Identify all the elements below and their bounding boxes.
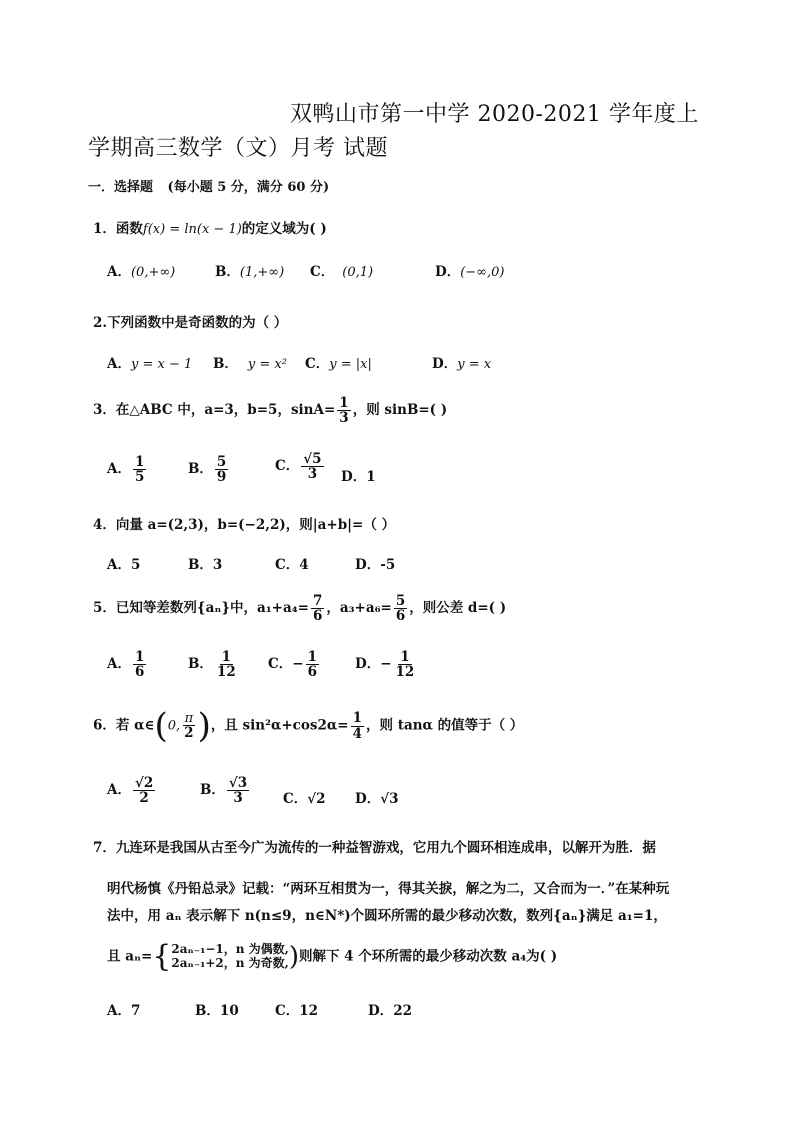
option-value: y = x − 1 <box>130 357 193 372</box>
option-label: A． <box>107 356 131 372</box>
option-label: D． <box>355 791 381 807</box>
question-4: 4．向量 a=(2,3)，b=(−2,2)，则|a+b|=（ ） <box>93 517 396 533</box>
option-label: C． <box>310 264 335 280</box>
option-value: (1,+∞) <box>239 265 285 280</box>
question-text: ，则 tanα 的值等于（ ） <box>366 717 524 734</box>
question-text: 3．在△ABC 中，a=3，b=5，sinA= <box>93 402 336 419</box>
fraction-denominator: 5 <box>134 469 145 486</box>
fraction <box>133 455 146 484</box>
right-paren: ) <box>197 706 211 746</box>
option-d[interactable] <box>341 465 376 485</box>
fraction-numerator: √2 <box>134 775 154 791</box>
option-label: A． <box>107 1003 131 1019</box>
option-label: D． <box>368 1003 394 1019</box>
page-title-line1: 双鸭山市第一中学 2020-2021 学年度上 <box>290 102 699 127</box>
option-c[interactable] <box>275 553 309 573</box>
fraction <box>227 776 249 805</box>
right-paren: ) <box>288 942 299 972</box>
fraction <box>351 711 364 740</box>
piecewise-cases <box>171 943 288 971</box>
left-brace: { <box>152 939 172 974</box>
option-label: C． <box>305 356 330 372</box>
option-value: 5 <box>130 557 141 573</box>
case-even: 2aₙ₋₁−1，n 为偶数, <box>171 942 289 957</box>
fraction-numerator: 5 <box>216 454 227 470</box>
question-7-line2: 明代杨慎《丹铅总录》记载：“两环互相贯为一，得其关捩，解之为二，又合而为一．”在某种玩 <box>107 881 670 897</box>
fraction-denominator: 6 <box>395 608 406 625</box>
question-number: 1． <box>93 221 116 237</box>
fraction-denominator: 12 <box>216 664 236 681</box>
fraction-denominator: 6 <box>312 608 323 625</box>
option-value: 10 <box>219 1003 239 1019</box>
fraction-denominator: 4 <box>352 725 363 742</box>
fraction-numerator: √5 <box>303 451 322 467</box>
option-value: 3 <box>212 557 223 573</box>
question-text: ，则公差 d=( ) <box>409 600 507 617</box>
option-label: A． <box>107 782 131 799</box>
question-7-line4 <box>107 939 558 974</box>
option-b[interactable] <box>200 776 251 805</box>
option-label: A． <box>107 264 131 280</box>
option-c[interactable] <box>310 260 373 280</box>
section-heading <box>88 176 329 195</box>
option-value: 4 <box>299 557 309 573</box>
page-title-line2: 学期高三数学（文）月考 试题 <box>88 136 388 161</box>
option-a[interactable] <box>107 260 175 280</box>
fraction-numerator: 1 <box>339 395 349 411</box>
option-label: A． <box>107 461 131 478</box>
question-2: 2.下列函数中是奇函数的为（ ） <box>93 315 288 331</box>
option-label: A． <box>107 656 131 673</box>
option-label: C． <box>275 458 300 475</box>
option-value: (0,1) <box>342 265 374 280</box>
option-c[interactable] <box>305 352 372 372</box>
fraction <box>215 455 228 484</box>
fraction <box>311 594 324 623</box>
question-text: 且 aₙ= <box>107 948 153 965</box>
question-text: ，则 sinB=( ) <box>352 402 448 419</box>
option-d[interactable] <box>432 352 491 372</box>
question-text: ，a₃+a₆= <box>326 600 392 617</box>
option-sign: − <box>292 656 304 673</box>
math-expression: f(x) = ln(x − 1) <box>142 222 242 237</box>
option-a[interactable] <box>107 352 192 372</box>
fraction-denominator: 2 <box>139 790 149 807</box>
option-value: √2 <box>307 791 326 807</box>
option-b[interactable] <box>213 352 287 372</box>
question-text: 6．若 α∈ <box>93 717 155 734</box>
fraction-numerator: 1 <box>400 649 410 665</box>
fraction <box>301 452 323 481</box>
option-label: C． <box>275 1003 300 1019</box>
question-5 <box>93 594 506 623</box>
case-odd: 2aₙ₋₁+2，n 为奇数, <box>171 956 289 970</box>
fraction <box>182 712 195 741</box>
option-d[interactable] <box>355 553 395 573</box>
option-value: -5 <box>380 557 396 573</box>
question-3 <box>93 396 447 425</box>
option-label: D． <box>355 656 381 673</box>
question-7-line3: 法中，用 aₙ 表示解下 n(n≤9，n∈N*)个圆环所需的最少移动次数，数列{aₙ}满足 a₁=1， <box>107 908 667 924</box>
option-c[interactable] <box>275 999 318 1019</box>
option-sign: − <box>380 656 392 673</box>
question-6 <box>93 706 524 746</box>
option-label: D． <box>355 557 381 573</box>
option-label: B． <box>213 356 238 372</box>
option-label: B． <box>195 1003 220 1019</box>
fraction-denominator: 6 <box>307 664 317 681</box>
option-a[interactable] <box>107 650 148 679</box>
question-1 <box>93 217 327 237</box>
fraction-numerator: π <box>184 710 194 726</box>
fraction-denominator: 6 <box>134 664 145 681</box>
option-value: (−∞,0) <box>460 265 505 280</box>
option-value: y = x <box>457 357 492 372</box>
option-c[interactable] <box>283 787 326 807</box>
option-a[interactable] <box>107 776 157 805</box>
fraction-numerator: 1 <box>134 649 145 665</box>
fraction-denominator: 12 <box>395 664 415 681</box>
fraction-denominator: 3 <box>233 790 243 807</box>
fraction-denominator: 2 <box>184 725 194 742</box>
option-label: D． <box>341 469 367 485</box>
question-text: 则解下 4 个环所需的最少移动次数 a₄为( ) <box>298 948 558 965</box>
question-text: 5．已知等差数列{aₙ}中，a₁+a₄= <box>93 600 309 617</box>
fraction-denominator: 9 <box>216 469 227 486</box>
question-text: ，且 sin²α+cos2α= <box>210 717 349 734</box>
left-paren: ( <box>154 706 168 746</box>
fraction-numerator: 1 <box>307 649 317 665</box>
option-value: √3 <box>380 791 399 807</box>
fraction-numerator: 7 <box>312 593 323 609</box>
fraction <box>133 650 146 679</box>
fraction <box>215 650 238 679</box>
option-value: 1 <box>366 469 376 485</box>
fraction <box>337 396 350 425</box>
interval-start: 0, <box>167 718 181 734</box>
option-label: B． <box>188 557 213 573</box>
fraction-denominator: 3 <box>307 466 318 483</box>
fraction <box>394 594 407 623</box>
fraction <box>133 776 155 805</box>
option-d[interactable] <box>435 260 505 280</box>
fraction-numerator: 5 <box>395 593 406 609</box>
option-a[interactable] <box>107 455 148 484</box>
question-7-line1: 7．九连环是我国从古至今广为流传的一种益智游戏，它用九个圆环相连成串，以解开为胜．据 <box>93 840 656 856</box>
section-note: (每小题 5 分，满分 60 分) <box>167 180 330 195</box>
option-label: C． <box>283 791 308 807</box>
option-a[interactable] <box>107 553 140 573</box>
option-c[interactable] <box>268 650 321 679</box>
fraction-numerator: 1 <box>134 454 145 470</box>
option-d[interactable] <box>355 650 418 679</box>
fraction-numerator: 1 <box>352 710 363 727</box>
option-value: y = x² <box>247 357 287 372</box>
option-a[interactable] <box>107 999 140 1019</box>
option-b[interactable] <box>188 650 240 679</box>
option-d[interactable] <box>368 999 412 1019</box>
question-text: 的定义域为( ) <box>241 221 327 237</box>
question-text: 函数 <box>115 221 143 237</box>
option-value: 7 <box>130 1003 141 1019</box>
fraction-numerator: 1 <box>221 649 232 665</box>
section-label: 一．选择题 <box>88 180 154 195</box>
option-label: B． <box>188 656 213 673</box>
option-label: D． <box>435 264 461 280</box>
option-value: y = |x| <box>329 357 372 372</box>
option-d[interactable] <box>355 787 399 807</box>
option-value: (0,+∞) <box>130 265 176 280</box>
option-label: D． <box>432 356 458 372</box>
option-label: B． <box>200 782 225 799</box>
fraction-denominator: 3 <box>339 410 349 427</box>
option-label: C． <box>275 557 300 573</box>
option-b[interactable] <box>188 553 222 573</box>
fraction <box>394 650 417 679</box>
option-label: A． <box>107 557 131 573</box>
fraction <box>306 650 319 679</box>
option-value: 22 <box>393 1003 413 1019</box>
option-b[interactable] <box>215 260 284 280</box>
option-b[interactable] <box>188 455 230 484</box>
fraction-numerator: √3 <box>228 775 248 791</box>
option-label: B． <box>188 461 213 478</box>
option-c[interactable] <box>275 452 326 481</box>
option-value: 12 <box>299 1003 319 1019</box>
option-label: C． <box>268 656 293 673</box>
option-b[interactable] <box>195 999 239 1019</box>
option-label: B． <box>215 264 240 280</box>
